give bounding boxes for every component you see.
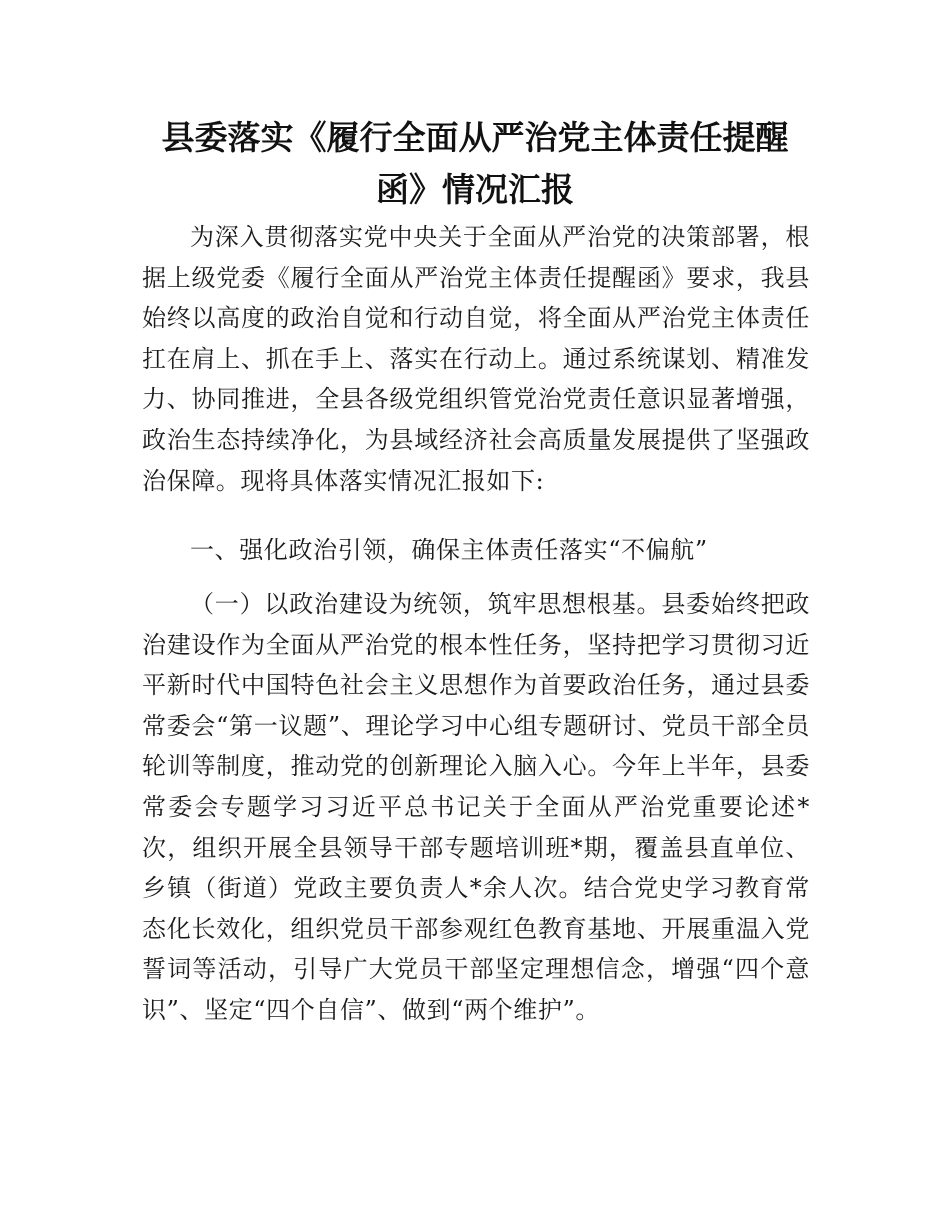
title-line-1: 县委落实《履行全面从严治党主体责任提醒 — [161, 118, 789, 157]
document-title — [140, 112, 810, 216]
section-1-paragraph-1: （一）以政治建设为统领，筑牢思想根基。县委始终把政治建设作为全面从严治党的根本性任务，坚持把学习贯彻习近平新时代中国特色社会主义思想作为首要政治任务，通过县委常委会“第一议题”、理论学习中心组专题研讨、党员干部全员轮训等制度，推动党的创新理论入脑入心。今年上半年，县委常委会专题学习习近平总书记关于全面从严治党重要论述*次，组织开展全县领导干部专题培训班*期，覆盖县直单位、乡镇（街道）党政主要负责人*余人次。结合党史学习教育常态化长效化，组织党员干部参观红色教育基地、开展重温入党誓词等活动，引导广大党员干部坚定理想信念，增强“四个意识”、坚定“四个自信”、做到“两个维护”。 — [142, 590, 810, 1024]
section-1-heading: 一、强化政治引领，确保主体责任落实“不偏航” — [190, 536, 708, 564]
title-line-2: 函》情况汇报 — [376, 170, 574, 209]
intro-paragraph: 为深入贯彻落实党中央关于全面从严治党的决策部署，根据上级党委《履行全面从严治党主体责任提醒函》要求，我县始终以高度的政治自觉和行动自觉，将全面从严治党主体责任扛在肩上、抓在手上、落实在行动上。通过系统谋划、精准发力、协同推进，全县各级党组织管党治党责任意识显著增强，政治生态持续净化，为县域经济社会高质量发展提供了坚强政治保障。现将具体落实情况汇报如下: — [142, 223, 810, 495]
